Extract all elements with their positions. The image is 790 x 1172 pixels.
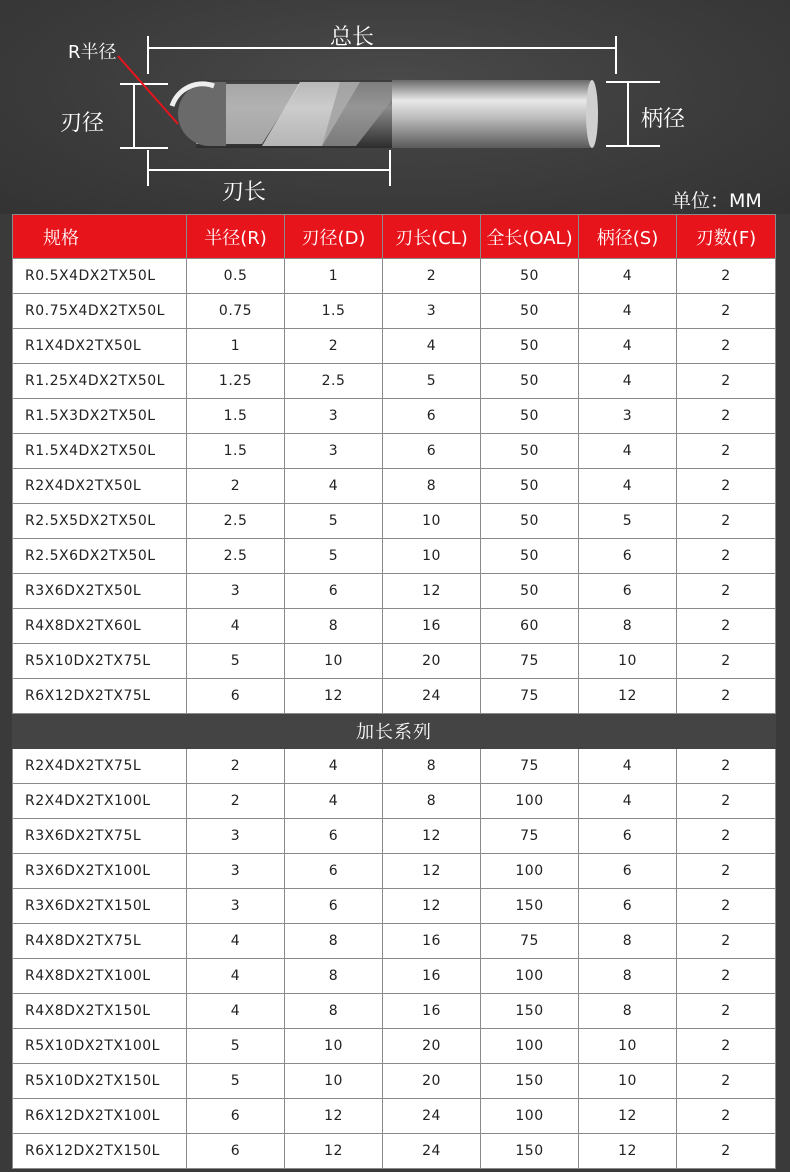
value-cell: 2 bbox=[677, 679, 776, 714]
table-row bbox=[13, 504, 776, 539]
value-cell: 6 bbox=[579, 574, 677, 609]
value-cell: 75 bbox=[481, 749, 579, 784]
unit-label: 单位：MM bbox=[672, 190, 762, 212]
value-cell: 75 bbox=[481, 679, 579, 714]
value-cell: 6 bbox=[285, 854, 383, 889]
value-cell: 2 bbox=[383, 259, 481, 294]
value-cell: 3 bbox=[285, 434, 383, 469]
spec-cell: R4X8DX2TX150L bbox=[13, 994, 187, 1029]
value-cell: 4 bbox=[187, 924, 285, 959]
value-cell: 2 bbox=[677, 364, 776, 399]
value-cell: 10 bbox=[285, 1064, 383, 1099]
value-cell: 5 bbox=[187, 1064, 285, 1099]
table-row bbox=[13, 574, 776, 609]
value-cell: 5 bbox=[285, 539, 383, 574]
value-cell: 2 bbox=[677, 924, 776, 959]
value-cell: 12 bbox=[285, 1099, 383, 1134]
spec-cell: R4X8DX2TX100L bbox=[13, 959, 187, 994]
value-cell: 2 bbox=[677, 959, 776, 994]
tool-dimension-diagram bbox=[0, 0, 790, 214]
value-cell: 5 bbox=[285, 504, 383, 539]
spec-cell: R2X4DX2TX50L bbox=[13, 469, 187, 504]
value-cell: 8 bbox=[383, 469, 481, 504]
value-cell: 4 bbox=[187, 994, 285, 1029]
value-cell: 8 bbox=[285, 994, 383, 1029]
value-cell: 50 bbox=[481, 294, 579, 329]
value-cell: 12 bbox=[383, 889, 481, 924]
section-row bbox=[13, 714, 776, 749]
spec-cell: R1.5X3DX2TX50L bbox=[13, 399, 187, 434]
value-cell: 5 bbox=[579, 504, 677, 539]
value-cell: 12 bbox=[579, 1099, 677, 1134]
value-cell: 2 bbox=[677, 644, 776, 679]
table-row bbox=[13, 294, 776, 329]
table-row bbox=[13, 994, 776, 1029]
value-cell: 2 bbox=[677, 784, 776, 819]
value-cell: 3 bbox=[383, 294, 481, 329]
table-row bbox=[13, 399, 776, 434]
value-cell: 3 bbox=[187, 889, 285, 924]
cutting-diameter-label: 刃径 bbox=[60, 111, 105, 136]
header-flutes: 刃数(F) bbox=[677, 215, 776, 259]
value-cell: 8 bbox=[579, 924, 677, 959]
table-row bbox=[13, 539, 776, 574]
total-length-dimension bbox=[148, 36, 616, 74]
value-cell: 2 bbox=[677, 749, 776, 784]
value-cell: 8 bbox=[383, 784, 481, 819]
value-cell: 2 bbox=[677, 399, 776, 434]
header-cutting-length: 刃长(CL) bbox=[383, 215, 481, 259]
value-cell: 0.5 bbox=[187, 259, 285, 294]
value-cell: 50 bbox=[481, 364, 579, 399]
value-cell: 1.25 bbox=[187, 364, 285, 399]
header-spec: 规格 bbox=[13, 215, 187, 259]
value-cell: 4 bbox=[579, 364, 677, 399]
value-cell: 8 bbox=[383, 749, 481, 784]
cutting-diameter-dimension bbox=[120, 84, 168, 148]
value-cell: 4 bbox=[285, 469, 383, 504]
section-title: 加长系列 bbox=[13, 714, 776, 749]
value-cell: 2 bbox=[677, 259, 776, 294]
table-row bbox=[13, 364, 776, 399]
table-row bbox=[13, 1029, 776, 1064]
value-cell: 50 bbox=[481, 259, 579, 294]
value-cell: 12 bbox=[579, 1134, 677, 1169]
value-cell: 2 bbox=[677, 1029, 776, 1064]
value-cell: 100 bbox=[481, 784, 579, 819]
spec-cell: R3X6DX2TX150L bbox=[13, 889, 187, 924]
value-cell: 2 bbox=[677, 1099, 776, 1134]
cutting-length-dimension bbox=[148, 150, 390, 186]
value-cell: 6 bbox=[187, 1134, 285, 1169]
value-cell: 50 bbox=[481, 504, 579, 539]
header-shank: 柄径(S) bbox=[579, 215, 677, 259]
spec-cell: R0.5X4DX2TX50L bbox=[13, 259, 187, 294]
table-row bbox=[13, 329, 776, 364]
spec-cell: R5X10DX2TX150L bbox=[13, 1064, 187, 1099]
value-cell: 50 bbox=[481, 399, 579, 434]
value-cell: 2 bbox=[677, 609, 776, 644]
spec-cell: R6X12DX2TX75L bbox=[13, 679, 187, 714]
value-cell: 2 bbox=[187, 469, 285, 504]
value-cell: 2.5 bbox=[187, 539, 285, 574]
table-row bbox=[13, 889, 776, 924]
value-cell: 6 bbox=[579, 539, 677, 574]
value-cell: 10 bbox=[383, 539, 481, 574]
table-row bbox=[13, 469, 776, 504]
value-cell: 2.5 bbox=[187, 504, 285, 539]
value-cell: 2 bbox=[677, 1134, 776, 1169]
value-cell: 3 bbox=[187, 574, 285, 609]
table-row bbox=[13, 959, 776, 994]
value-cell: 6 bbox=[579, 889, 677, 924]
value-cell: 2 bbox=[677, 819, 776, 854]
value-cell: 2 bbox=[677, 574, 776, 609]
value-cell: 50 bbox=[481, 469, 579, 504]
value-cell: 150 bbox=[481, 1064, 579, 1099]
shank-diameter-label: 柄径 bbox=[641, 107, 686, 132]
header-radius: 半径(R) bbox=[187, 215, 285, 259]
value-cell: 20 bbox=[383, 1064, 481, 1099]
radius-label: R半径 bbox=[68, 42, 117, 63]
value-cell: 8 bbox=[579, 959, 677, 994]
value-cell: 4 bbox=[285, 749, 383, 784]
value-cell: 12 bbox=[285, 679, 383, 714]
value-cell: 2.5 bbox=[285, 364, 383, 399]
value-cell: 150 bbox=[481, 889, 579, 924]
value-cell: 8 bbox=[285, 959, 383, 994]
value-cell: 2 bbox=[677, 1064, 776, 1099]
value-cell: 3 bbox=[285, 399, 383, 434]
value-cell: 2 bbox=[677, 329, 776, 364]
value-cell: 6 bbox=[285, 889, 383, 924]
value-cell: 20 bbox=[383, 644, 481, 679]
value-cell: 0.75 bbox=[187, 294, 285, 329]
table-row bbox=[13, 609, 776, 644]
value-cell: 100 bbox=[481, 959, 579, 994]
value-cell: 50 bbox=[481, 329, 579, 364]
value-cell: 8 bbox=[579, 609, 677, 644]
spec-cell: R2X4DX2TX75L bbox=[13, 749, 187, 784]
shank-end bbox=[586, 80, 598, 148]
value-cell: 4 bbox=[579, 434, 677, 469]
value-cell: 4 bbox=[579, 749, 677, 784]
value-cell: 4 bbox=[285, 784, 383, 819]
value-cell: 2 bbox=[677, 539, 776, 574]
table-row bbox=[13, 434, 776, 469]
value-cell: 150 bbox=[481, 994, 579, 1029]
value-cell: 12 bbox=[383, 854, 481, 889]
value-cell: 8 bbox=[285, 609, 383, 644]
value-cell: 6 bbox=[383, 399, 481, 434]
spec-cell: R4X8DX2TX75L bbox=[13, 924, 187, 959]
value-cell: 16 bbox=[383, 994, 481, 1029]
table-row bbox=[13, 749, 776, 784]
value-cell: 1 bbox=[285, 259, 383, 294]
value-cell: 10 bbox=[579, 1064, 677, 1099]
value-cell: 24 bbox=[383, 1134, 481, 1169]
value-cell: 12 bbox=[285, 1134, 383, 1169]
value-cell: 16 bbox=[383, 609, 481, 644]
spec-cell: R4X8DX2TX60L bbox=[13, 609, 187, 644]
value-cell: 12 bbox=[383, 574, 481, 609]
value-cell: 3 bbox=[187, 854, 285, 889]
spec-cell: R2.5X5DX2TX50L bbox=[13, 504, 187, 539]
value-cell: 5 bbox=[187, 1029, 285, 1064]
value-cell: 8 bbox=[579, 994, 677, 1029]
table-header-row bbox=[13, 215, 776, 259]
spec-cell: R1.5X4DX2TX50L bbox=[13, 434, 187, 469]
value-cell: 100 bbox=[481, 1099, 579, 1134]
value-cell: 20 bbox=[383, 1029, 481, 1064]
value-cell: 3 bbox=[579, 399, 677, 434]
spec-cell: R1.25X4DX2TX50L bbox=[13, 364, 187, 399]
spec-table bbox=[12, 214, 776, 1169]
value-cell: 2 bbox=[677, 504, 776, 539]
value-cell: 3 bbox=[187, 819, 285, 854]
value-cell: 75 bbox=[481, 644, 579, 679]
spec-cell: R5X10DX2TX75L bbox=[13, 644, 187, 679]
value-cell: 10 bbox=[579, 1029, 677, 1064]
value-cell: 1.5 bbox=[285, 294, 383, 329]
value-cell: 2 bbox=[677, 994, 776, 1029]
value-cell: 5 bbox=[383, 364, 481, 399]
value-cell: 2 bbox=[677, 469, 776, 504]
value-cell: 1 bbox=[187, 329, 285, 364]
value-cell: 10 bbox=[285, 1029, 383, 1064]
value-cell: 6 bbox=[285, 574, 383, 609]
value-cell: 50 bbox=[481, 434, 579, 469]
value-cell: 150 bbox=[481, 1134, 579, 1169]
table-row bbox=[13, 854, 776, 889]
value-cell: 6 bbox=[579, 854, 677, 889]
spec-cell: R6X12DX2TX100L bbox=[13, 1099, 187, 1134]
value-cell: 4 bbox=[579, 469, 677, 504]
value-cell: 60 bbox=[481, 609, 579, 644]
spec-cell: R5X10DX2TX100L bbox=[13, 1029, 187, 1064]
value-cell: 4 bbox=[383, 329, 481, 364]
table-row bbox=[13, 1099, 776, 1134]
spec-cell: R3X6DX2TX75L bbox=[13, 819, 187, 854]
value-cell: 6 bbox=[187, 1099, 285, 1134]
table-row bbox=[13, 1134, 776, 1169]
value-cell: 4 bbox=[579, 784, 677, 819]
value-cell: 10 bbox=[285, 644, 383, 679]
value-cell: 4 bbox=[579, 294, 677, 329]
table-row bbox=[13, 679, 776, 714]
table-row bbox=[13, 784, 776, 819]
value-cell: 2 bbox=[677, 434, 776, 469]
spec-cell: R3X6DX2TX100L bbox=[13, 854, 187, 889]
value-cell: 6 bbox=[579, 819, 677, 854]
value-cell: 6 bbox=[187, 679, 285, 714]
value-cell: 4 bbox=[187, 959, 285, 994]
total-length-label: 总长 bbox=[330, 25, 375, 50]
value-cell: 8 bbox=[285, 924, 383, 959]
header-overall-length: 全长(OAL) bbox=[481, 215, 579, 259]
value-cell: 75 bbox=[481, 924, 579, 959]
value-cell: 10 bbox=[383, 504, 481, 539]
table-row bbox=[13, 1064, 776, 1099]
value-cell: 10 bbox=[579, 644, 677, 679]
value-cell: 4 bbox=[579, 329, 677, 364]
value-cell: 50 bbox=[481, 574, 579, 609]
value-cell: 2 bbox=[187, 784, 285, 819]
value-cell: 12 bbox=[383, 819, 481, 854]
value-cell: 24 bbox=[383, 1099, 481, 1134]
value-cell: 16 bbox=[383, 924, 481, 959]
spec-cell: R3X6DX2TX50L bbox=[13, 574, 187, 609]
spec-cell: R2X4DX2TX100L bbox=[13, 784, 187, 819]
value-cell: 2 bbox=[187, 749, 285, 784]
table-row bbox=[13, 819, 776, 854]
value-cell: 2 bbox=[677, 889, 776, 924]
value-cell: 75 bbox=[481, 819, 579, 854]
value-cell: 2 bbox=[677, 854, 776, 889]
value-cell: 5 bbox=[187, 644, 285, 679]
table-row bbox=[13, 259, 776, 294]
value-cell: 100 bbox=[481, 854, 579, 889]
spec-cell: R1X4DX2TX50L bbox=[13, 329, 187, 364]
spec-cell: R6X12DX2TX150L bbox=[13, 1134, 187, 1169]
value-cell: 24 bbox=[383, 679, 481, 714]
value-cell: 100 bbox=[481, 1029, 579, 1064]
value-cell: 6 bbox=[285, 819, 383, 854]
cutting-length-label: 刃长 bbox=[222, 180, 267, 205]
value-cell: 1.5 bbox=[187, 399, 285, 434]
value-cell: 6 bbox=[383, 434, 481, 469]
value-cell: 2 bbox=[677, 294, 776, 329]
value-cell: 1.5 bbox=[187, 434, 285, 469]
value-cell: 12 bbox=[579, 679, 677, 714]
value-cell: 4 bbox=[187, 609, 285, 644]
value-cell: 16 bbox=[383, 959, 481, 994]
header-diameter: 刃径(D) bbox=[285, 215, 383, 259]
value-cell: 2 bbox=[285, 329, 383, 364]
spec-cell: R0.75X4DX2TX50L bbox=[13, 294, 187, 329]
spec-cell: R2.5X6DX2TX50L bbox=[13, 539, 187, 574]
shank-body bbox=[388, 80, 594, 148]
value-cell: 4 bbox=[579, 259, 677, 294]
table-row bbox=[13, 644, 776, 679]
table-row bbox=[13, 924, 776, 959]
value-cell: 50 bbox=[481, 539, 579, 574]
